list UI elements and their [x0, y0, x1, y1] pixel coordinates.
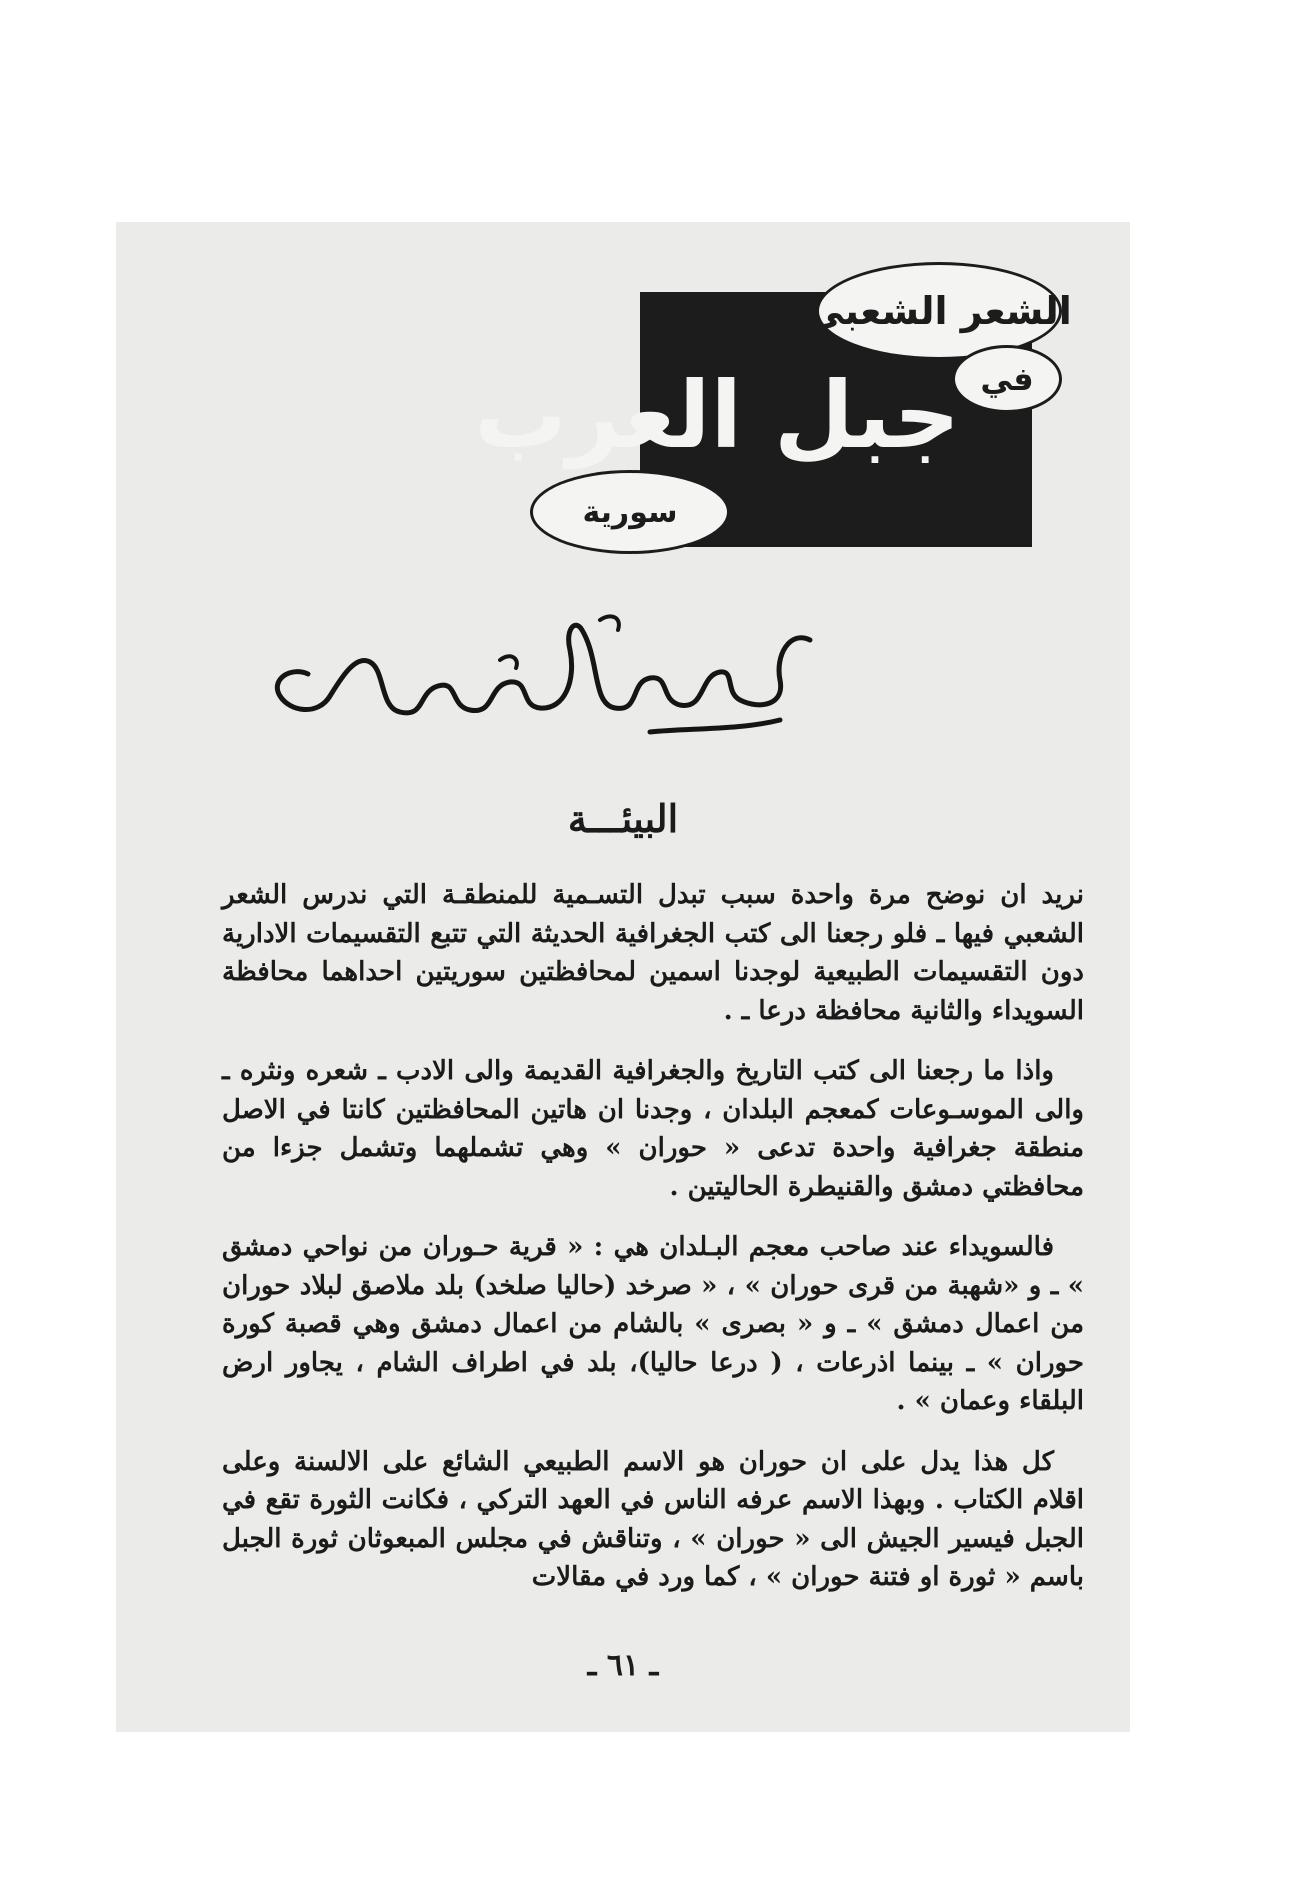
title-middle-label: في: [952, 345, 1062, 413]
paragraph-2: واذا ما رجعنا الى كتب التاريخ والجغرافية القديمة والى الادب ـ شعره ونثره ـ والى الموسـوعات كمعجم البلدان ، وجدنا ان هاتين المحافظتين كانتا في الاصل منطقة جغرافية واحدة تدعى « حوران » وهي تشملهما وتشمل جزءا من محافظتي دمشق والقنيطرة الحاليتين .: [222, 1056, 1084, 1202]
title-bottom-label: سورية: [530, 470, 730, 554]
page-number: ـ ٦١ ـ: [587, 1648, 659, 1683]
title-top-label: الشعر الشعبي: [816, 262, 1062, 360]
author-signature: [220, 600, 830, 740]
paragraph-4: كل هذا يدل على ان حوران هو الاسم الطبيعي الشائع على الالسنة وعلى اقلام الكتاب . وبهذا الاسم عرفه الناس في العهد التركي ، فكانت الثورة تقع في الجبل فيسير الجيش الى « حوران » ، وتناقش في مجلس المبعوثان ثورة الجبل باسم « ثورة او فتنة حوران » ، كما ورد في مقالات: [222, 1446, 1084, 1592]
main-title: جبل العرب: [474, 362, 960, 469]
article-body: [222, 876, 1084, 1619]
section-heading: البيئـــة: [567, 796, 679, 841]
paragraph-1: نريد ان نوضح مرة واحدة سبب تبدل التسـمية للمنطقـة التي ندرس الشعر الشعبي فيها ـ فلو رجعنا الى كتب الجغرافية الحديثة التي تتبع التقسيمات الادارية دون التقسيمات الطبيعية لوجدنا اسمين لمحافظتين سوريتين احداهما محافظة السويداء والثانية محافظة درعا ـ .: [222, 880, 1084, 1026]
paragraph-3: فالسويداء عند صاحب معجم البـلدان هي : « قرية حـوران من نواحي دمشق » ـ و «شهبة من قرى حوران » ، « صرخد (حاليا صلخد) بلد ملاصق لبلاد حوران من اعمال دمشق » ـ و « بصرى » بالشام من اعمال دمشق وهي قصبة كورة حوران » ـ بينما اذرعات ، ( درعا حاليا)، بلد في اطراف الشام ، يجاور ارض البلقاء وعمان » .: [222, 1232, 1084, 1416]
